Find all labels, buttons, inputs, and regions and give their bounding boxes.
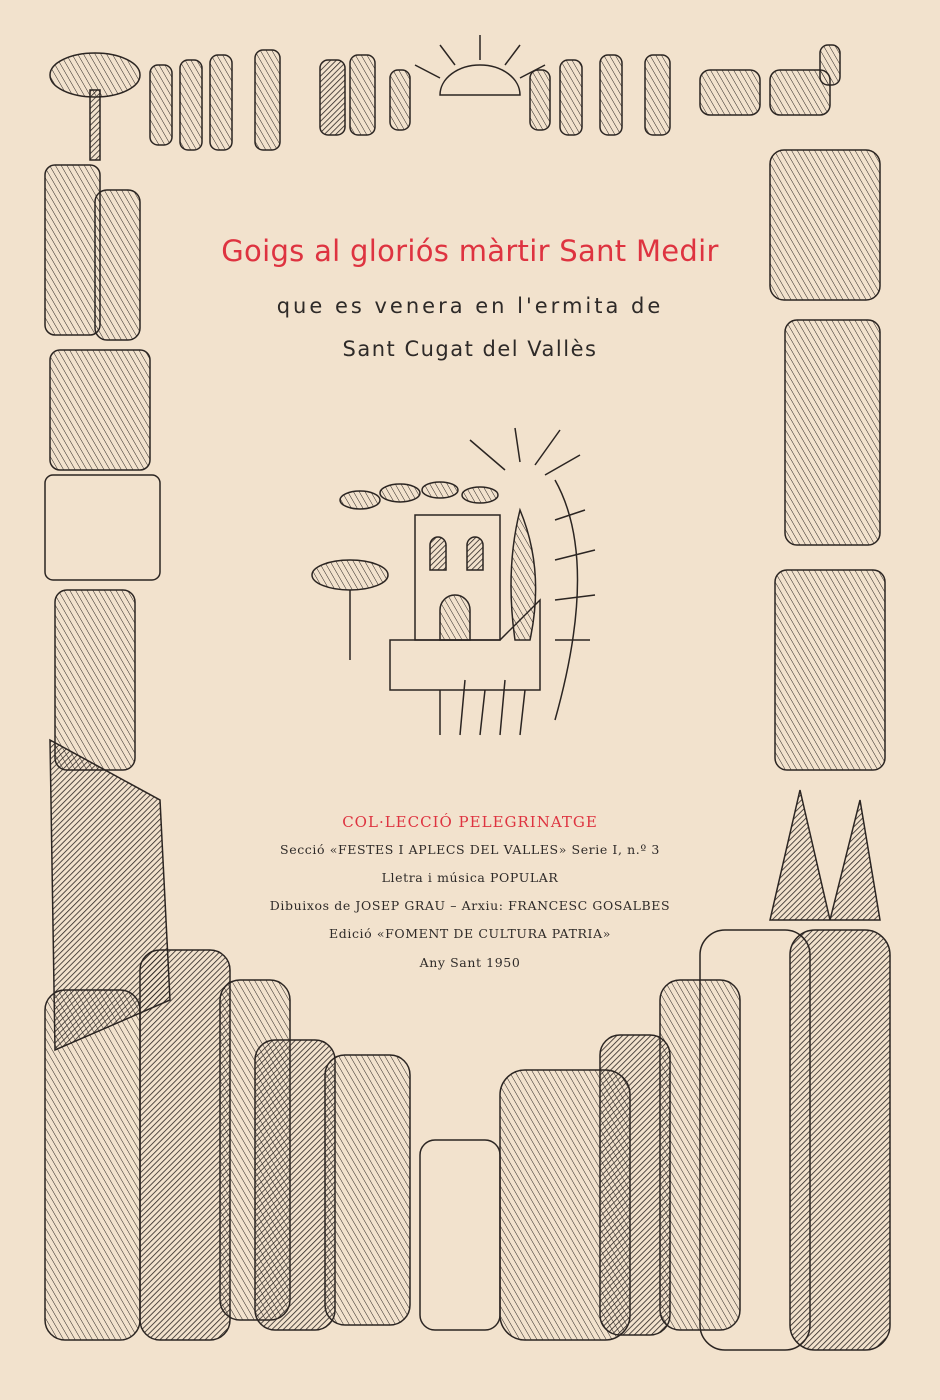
collection-name: COL·LECCIÓ PELEGRINATGE [342,813,598,831]
year-info: Any Sant 1950 [419,955,521,970]
subtitle-line-2: Sant Cugat del Vallès [342,337,598,361]
page-title: Goigs al gloriós màrtir Sant Medir [221,234,719,268]
hermitage-illustration [312,428,595,735]
drawings-archive-credit: Dibuixos de JOSEP GRAU – Arxiu: FRANCESC GOSALBES [269,898,671,913]
lyrics-music-credit: Lletra i música POPULAR [381,870,559,885]
bottom-crowd-figures [45,930,890,1350]
sun-icon [415,35,545,95]
section-info: Secció «FESTES I APLECS DEL VALLES» Serie I, n.º 3 [280,842,660,857]
top-border-figures [50,35,840,160]
subtitle-line-1: que es venera en l'ermita de [276,294,664,318]
edition-info: Edició «FOMENT DE CULTURA PATRIA» [329,926,611,941]
